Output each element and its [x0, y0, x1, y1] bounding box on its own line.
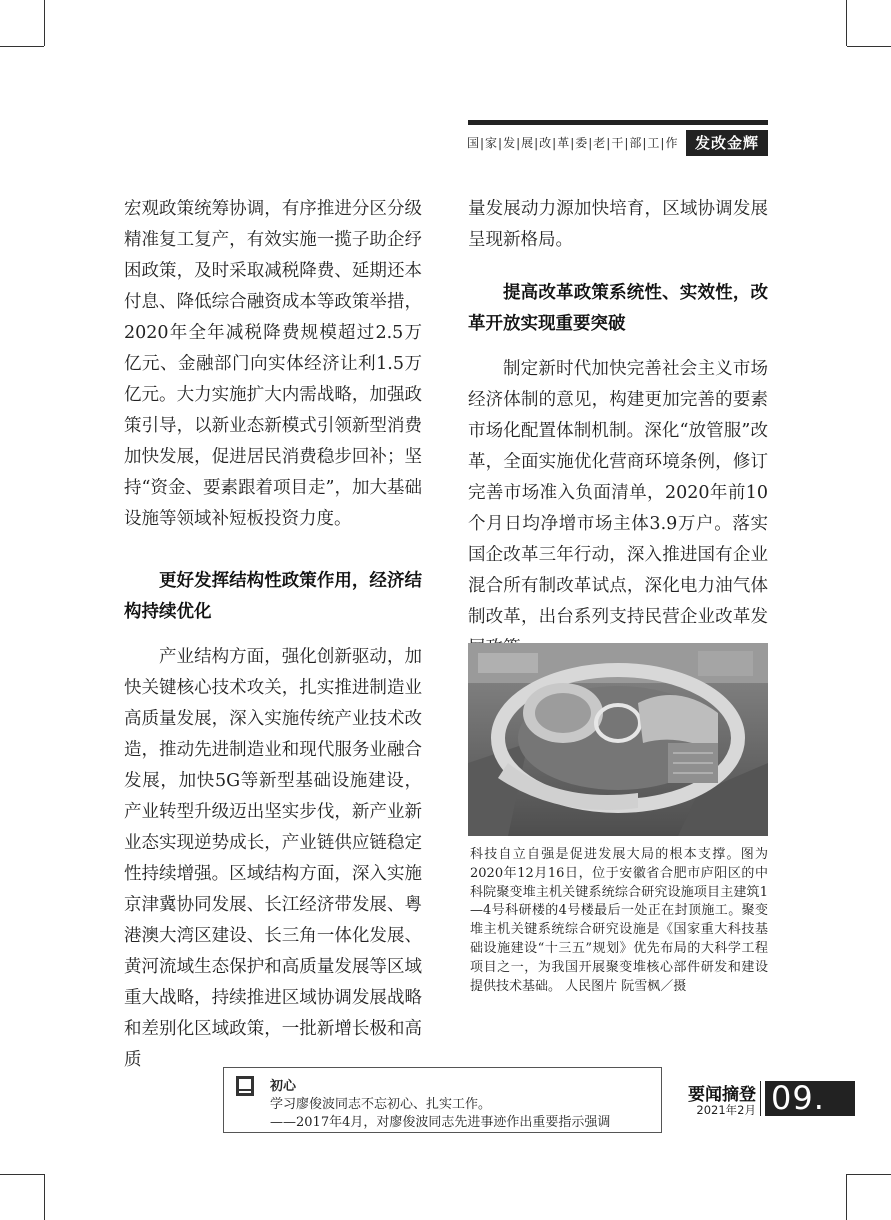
section-heading-structure: 更好发挥结构性政策作用，经济结构持续优化 [124, 571, 422, 622]
construction-photo-graphic [468, 643, 768, 836]
section-name: 要闻摘登 [688, 1085, 756, 1105]
right-paragraph-2: 制定新时代加快完善社会主义市场经济体制的意见，构建更加完善的要素市场化配置体制机制。深化“放管服”改革，全面实施优化营商环境条例，修订完善市场准入负面清单，2020年前10个月日均净增市场主体3.9万户。落实国企改革三年行动，深入推进国有企业混合所有制改革试点，深化电力油气体制改革，出台系列支持民营企业改革发 [468, 359, 768, 627]
left-column [124, 194, 422, 1076]
header-org: 国|家|发|展|改|革|委|老|干|部|工|作 [467, 136, 679, 150]
quote-box [223, 1067, 662, 1133]
left-paragraph-1: 宏观政策统筹协调，有序推进分区分级精准复工复产，有效实施一揽子助企纾困政策，及时采取减税降费、延期还本付息、降低综合融资成本等政策举措，2020年全年减税降费规模超过2.5万亿元、金融部门向实体经济让利1.5万亿元。大力实施扩大内需战略，加强政策引导，以新业态新模式引领新型消费加快发展，促进居民消费稳步回补；坚持“资金、要素跟着项目走”，加大基础设施等领域补短板投资力度。 [124, 199, 422, 529]
issue-date: 2021年2月 [696, 1103, 756, 1117]
section-heading-reform: 提高改革政策系统性、实效性，改革开放实现重要突破 [468, 283, 768, 334]
photo-caption: 科技自立自强是促进发展大局的根本支撑。图为2020年12月16日，位于安徽省合肥市庐阳区的中科院聚变堆主机关键系统综合研究设施项目主建筑1—4号科研楼的4号楼最后一处正在封顶施工。聚变堆主机关键系统综合研究设施是《国家重大科技基础设施建设“十三五”规划》优先布局的大科学工程项目之一，为我国开展聚变堆核心部件研发和建设提供技术基础。 人民图片 阮雪枫／摄 [470, 847, 768, 994]
crop-mark [846, 1174, 847, 1220]
quote-line-2: ——2017年4月，对廖俊波同志先进事迹作出重要指示强调 [270, 1115, 611, 1130]
footer-divider [760, 1081, 761, 1116]
header-rule [468, 120, 768, 125]
book-icon [236, 1076, 254, 1096]
crop-mark [44, 0, 45, 46]
construction-photo [468, 643, 768, 836]
right-paragraph-1: 量发展动力源加快培育，区域协调发展呈现新格局。 [468, 199, 768, 250]
crop-mark [846, 0, 847, 46]
quote-line-1: 学习廖俊波同志不忘初心、扎实工作。 [270, 1097, 492, 1112]
crop-mark [44, 1174, 45, 1220]
crop-mark [847, 46, 891, 47]
right-column [468, 194, 768, 664]
crop-mark [0, 46, 44, 47]
crop-mark [0, 1174, 44, 1175]
quote-title: 初心 [270, 1079, 297, 1094]
page-number: 09. [765, 1081, 855, 1116]
crop-mark [847, 1174, 891, 1175]
left-paragraph-2: 产业结构方面，强化创新驱动，加快关键核心技术攻关，扎实推进制造业高质量发展，深入实施传统产业技术改造，推动先进制造业和现代服务业融合发展，加快5G等新型基础设施建设，产业转型升级迈出坚实步伐，新产业新业态实现逆势成长，产业链供应链稳定性持续增强。区域结构方面，深入实施京津冀协同发展、长江经济带发展、粤港澳大湾区建设、长三角一体化发展、黄河流域生态保护和高质量发展等区域重大战略，持续推进区域协调发展战略和差别化区域政策，一批新增长极和高质 [124, 647, 422, 1070]
header-brand-logo: 发改金辉 [686, 130, 768, 156]
